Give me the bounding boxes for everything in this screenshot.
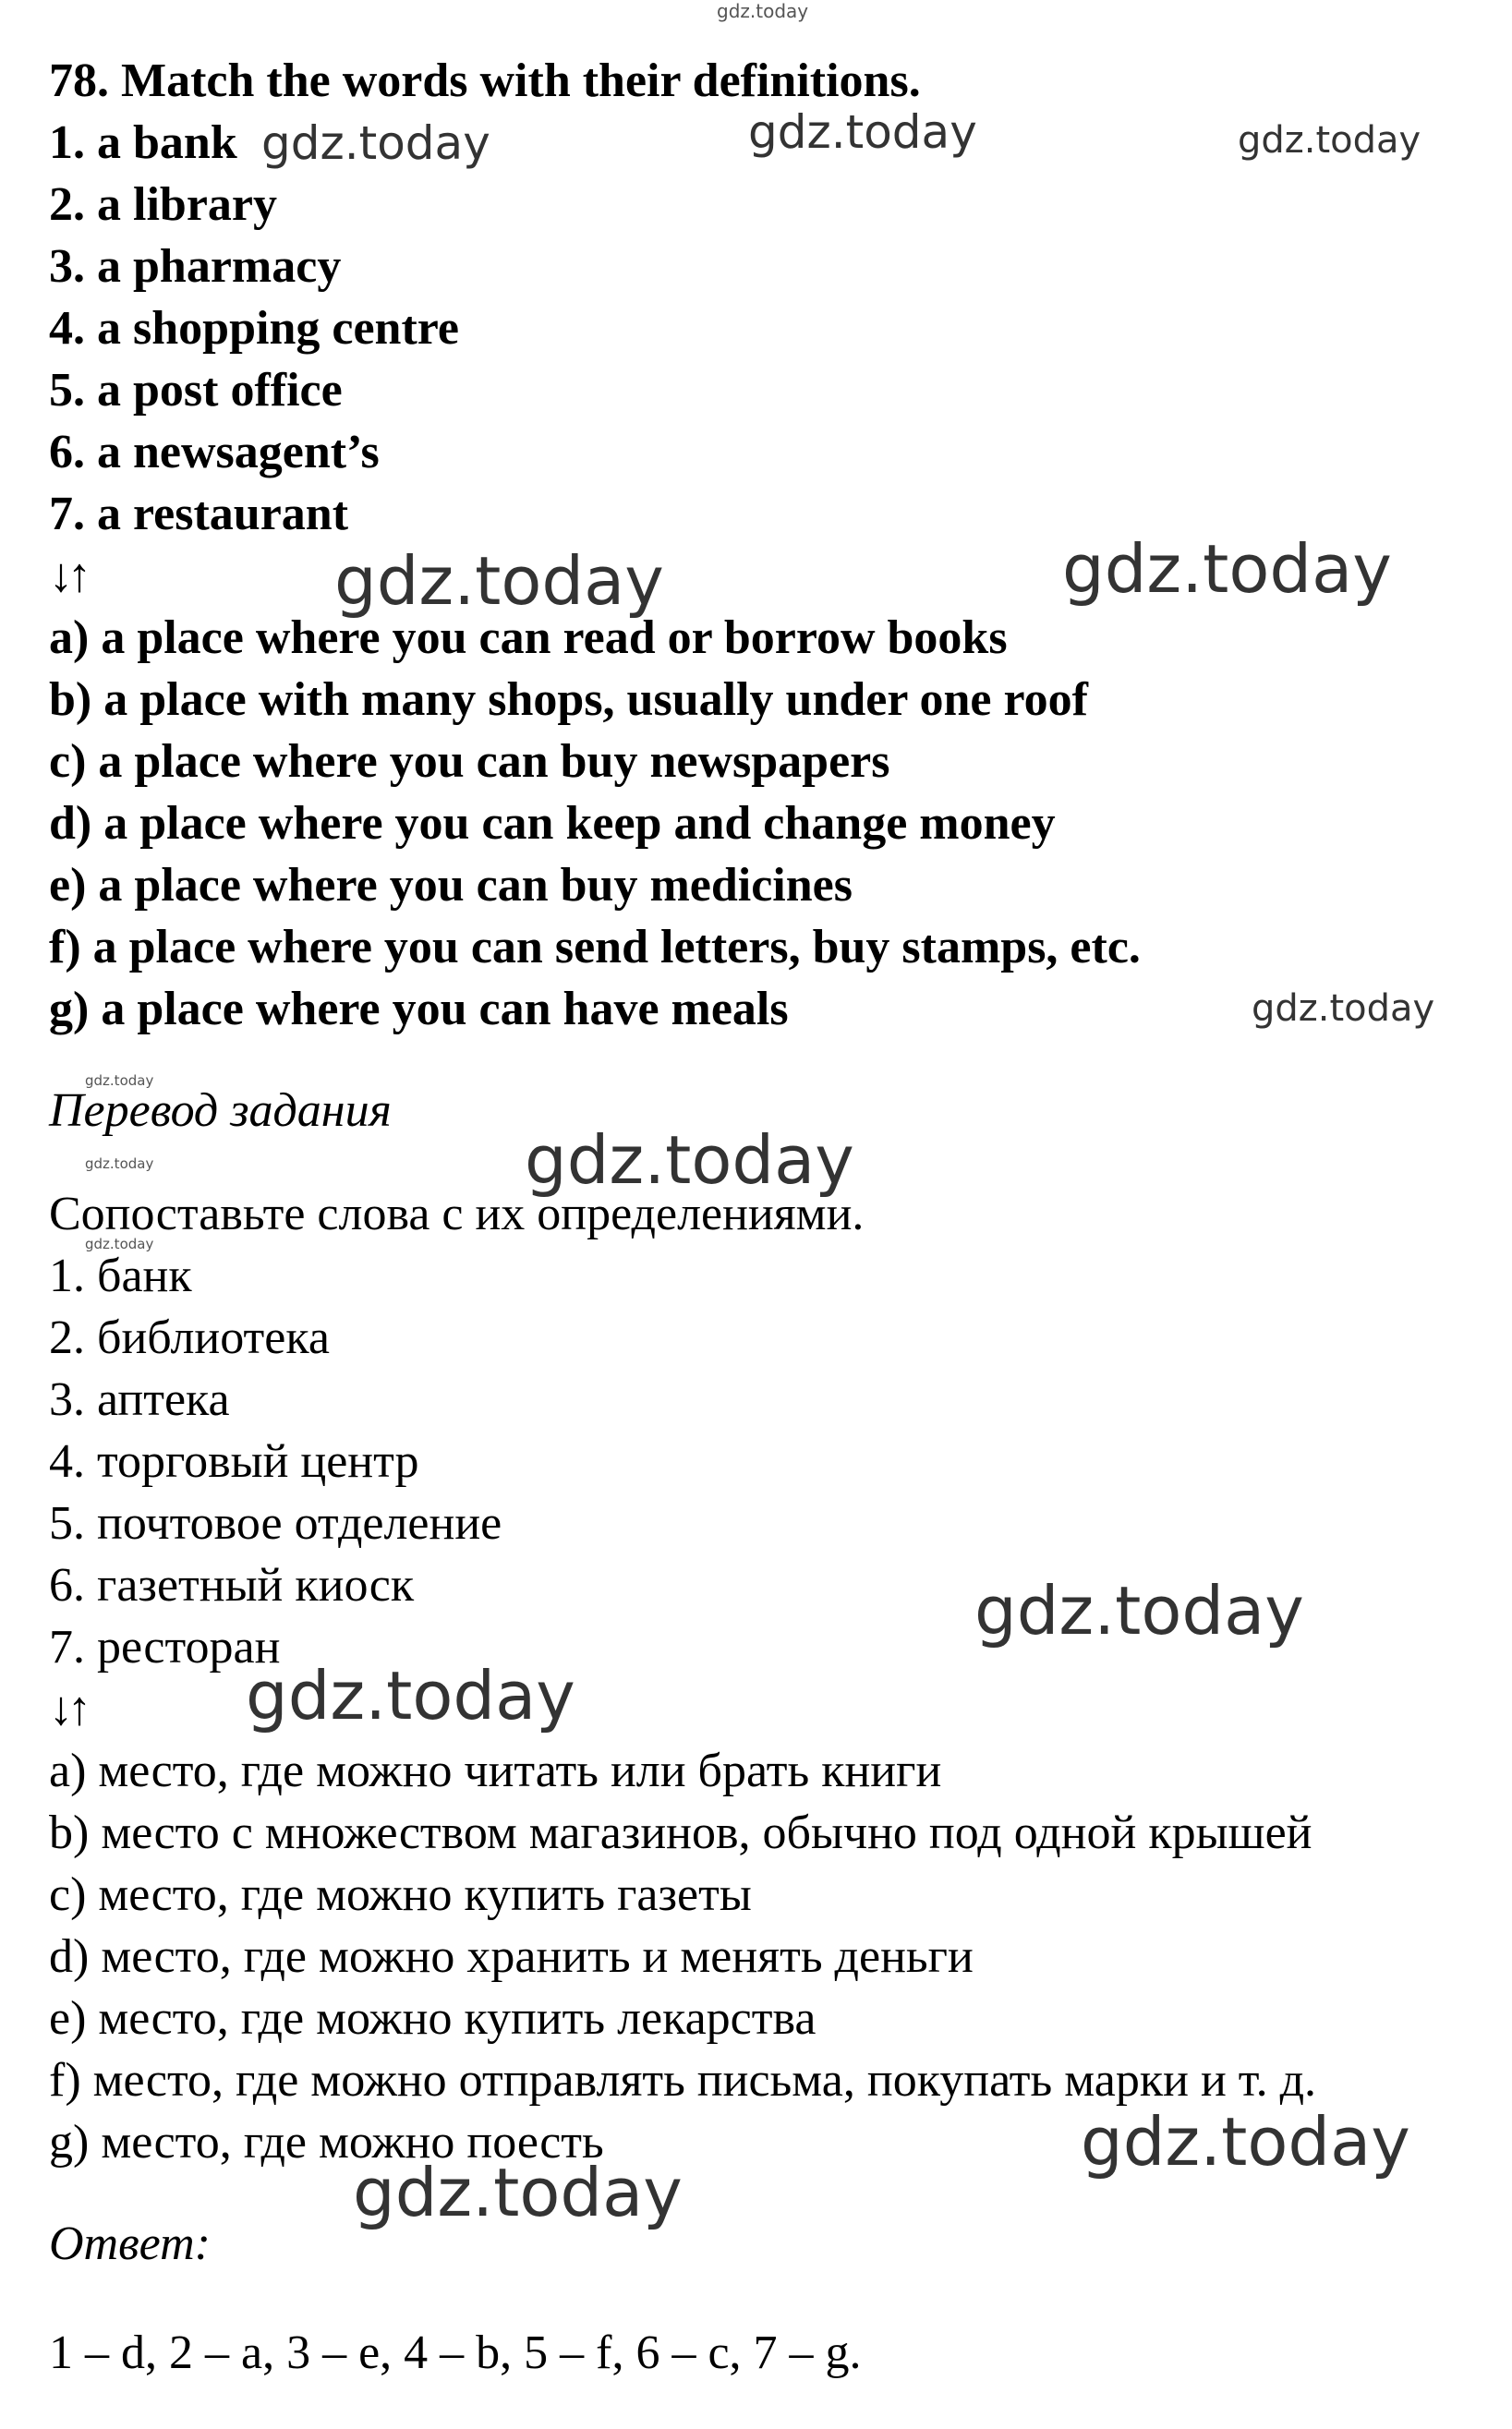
translation-definition-item: d) место, где можно хранить и менять деньги xyxy=(49,1930,974,1983)
watermark-top: gdz.today xyxy=(717,0,809,22)
translation-definition-item: b) место с множеством магазинов, обычно под одной крышей xyxy=(49,1807,1312,1859)
translation-definition-item: a) место, где можно читать или брать книги xyxy=(49,1745,942,1797)
translation-word-item: 6. газетный киоск xyxy=(49,1559,415,1612)
watermark: gdz.today xyxy=(334,542,664,620)
definition-item: b) a place with many shops, usually under one roof xyxy=(49,673,1088,726)
definition-item: d) a place where you can keep and change money xyxy=(49,797,1056,850)
definition-item: c) a place where you can buy newspapers xyxy=(49,735,890,788)
word-item: 7. a restaurant xyxy=(49,488,349,540)
definition-item: g) a place where you can have meals xyxy=(49,983,789,1035)
word-item: 5. a post office xyxy=(49,364,343,417)
watermark: gdz.today xyxy=(246,1657,575,1734)
watermark: gdz.today xyxy=(525,1121,854,1199)
translation-word-item: 2. библиотека xyxy=(49,1311,330,1364)
word-item: 1. a bank xyxy=(49,116,237,169)
translation-definition-item: g) место, где можно поесть xyxy=(49,2116,604,2169)
word-item: 2. a library xyxy=(49,178,277,231)
task-title: 78. Match the words with their definitions. xyxy=(49,54,921,107)
watermark: gdz.today xyxy=(85,1155,154,1172)
translation-word-item: 5. почтовое отделение xyxy=(49,1497,502,1550)
translation-heading: Перевод задания xyxy=(49,1084,392,1137)
translation-definition-item: e) место, где можно купить лекарства xyxy=(49,1992,816,2045)
translation-definition-item: c) место, где можно купить газеты xyxy=(49,1868,752,1921)
word-item: 6. a newsagent’s xyxy=(49,426,380,478)
watermark: gdz.today xyxy=(85,1236,154,1252)
word-item: 3. a pharmacy xyxy=(49,240,342,293)
translation-word-item: 3. аптека xyxy=(49,1373,230,1426)
translation-match-arrows: ↓↑ xyxy=(49,1683,86,1735)
answer-heading: Ответ: xyxy=(49,2218,211,2270)
answer-text: 1 – d, 2 – a, 3 – e, 4 – b, 5 – f, 6 – c, 7 – g. xyxy=(49,2326,862,2379)
watermark: gdz.today xyxy=(748,105,977,159)
definition-item: a) a place where you can read or borrow books xyxy=(49,611,1008,664)
watermark: gdz.today xyxy=(85,1072,154,1089)
definition-item: e) a place where you can buy medicines xyxy=(49,859,853,912)
translation-instruction: Сопоставьте слова с их определениями. xyxy=(49,1188,865,1240)
watermark: gdz.today xyxy=(261,116,490,170)
translation-word-item: 1. банк xyxy=(49,1250,192,1302)
watermark: gdz.today xyxy=(1252,987,1435,1030)
translation-word-item: 7. ресторан xyxy=(49,1621,281,1674)
word-item: 4. a shopping centre xyxy=(49,302,459,355)
watermark: gdz.today xyxy=(974,1572,1304,1650)
watermark: gdz.today xyxy=(1238,119,1421,162)
watermark: gdz.today xyxy=(1062,530,1392,608)
match-arrows: ↓↑ xyxy=(49,550,86,602)
translation-definition-item: f) место, где можно отправлять письма, покупать марки и т. д. xyxy=(49,2054,1317,2107)
watermark: gdz.today xyxy=(1081,2103,1410,2181)
watermark: gdz.today xyxy=(353,2154,683,2231)
definition-item: f) a place where you can send letters, buy stamps, etc. xyxy=(49,921,1141,973)
translation-word-item: 4. торговый центр xyxy=(49,1435,419,1488)
